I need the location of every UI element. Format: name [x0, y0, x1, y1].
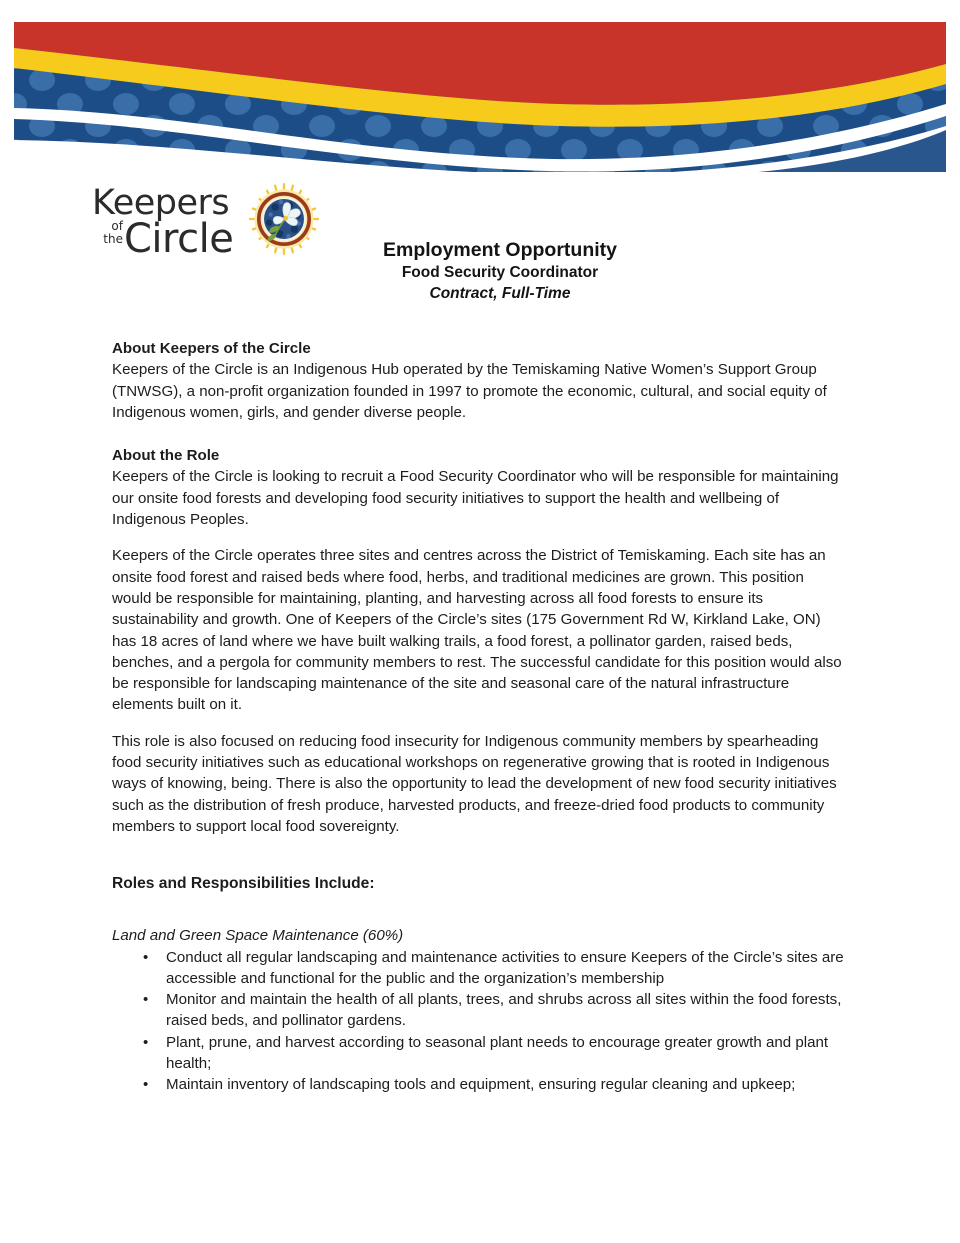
section-heading-about-org: About Keepers of the Circle — [112, 340, 311, 357]
paragraph-food-security: This role is also focused on reducing food insecurity for Indigenous community members by spearheading food security initiatives such as educational workshops on regenerative growing that is rooted in Indigenous ways of knowing, being. There is also the opportunity to lead the development of new food security initiatives such as the distribution of fresh produce, harvested products, and freeze-dried food products to community members to support local food sovereignty. — [112, 732, 837, 835]
page-title: Employment Opportunity — [383, 239, 617, 261]
list-item — [112, 1074, 846, 1095]
list-item-text: Maintain inventory of landscaping tools and equipment, ensuring regular cleaning and upkeep; — [166, 1076, 796, 1094]
banner-graphic — [0, 0, 960, 180]
logo-wordmark-keepers: Keepers — [92, 183, 230, 223]
paragraph-role-intro: Keepers of the Circle is looking to recruit a Food Security Coordinator who will be responsible for maintaining our onsite food forests and developing food security initiatives to support the health and wellbeing of Indigenous Peoples. — [112, 468, 839, 529]
bullet-icon: • — [143, 1076, 149, 1094]
paragraph-sites-detail: Keepers of the Circle operates three sites and centres across the District of Temiskaming. Each site has an onsite food forest and raised beds where food, herbs, and traditional medicines are grown. This position would be responsible for maintaining, planting, and harvesting across all food forests to ensure its sustainability and growth. One of Keepers of the Circle’s sites (175 Government Rd W, Kirkland Lake, ON) has 18 acres of land where we have built walking trails, a food forest, a pollinator garden, raised beds, benches, and a pergola for community members to rest. The successful candidate for this position would also be responsible for landscaping maintenance of the site and seasonal care of the natural infrastructure elements built on it. — [112, 547, 842, 714]
section-heading-responsibilities: Roles and Responsibilities Include: — [112, 875, 375, 893]
list-item — [112, 947, 846, 990]
paragraph-about-org: Keepers of the Circle is an Indigenous Hub operated by the Temiskaming Native Women’s Support Group (TNWSG), a non-profit organization founded in 1997 to promote the economic, cultural, and social equity of Indigenous women, girls, and gender diverse people. — [112, 361, 827, 421]
list-item — [112, 989, 846, 1032]
bullet-icon: • — [143, 948, 149, 966]
list-item-text: Conduct all regular landscaping and maintenance activities to ensure Keepers of the Circle’s sites are accessible and functional for the public and the organization’s membership — [166, 948, 844, 987]
bullet-icon: • — [143, 1033, 149, 1051]
document-title-block — [240, 238, 760, 304]
employment-terms: Contract, Full-Time — [429, 285, 571, 302]
decorative-header-banner — [0, 0, 960, 180]
bullet-icon: • — [143, 991, 149, 1009]
list-item-text: Monitor and maintain the health of all plants, trees, and shrubs across all sites within the food forests, raised beds, and pollinator gardens. — [166, 991, 842, 1030]
logo-wordmark-circle: Circle — [124, 216, 234, 262]
job-position-title: Food Security Coordinator — [401, 264, 599, 281]
document-body — [112, 338, 846, 1096]
section-heading-about-role: About the Role — [112, 447, 220, 465]
logo-wordmark-of-the — [95, 220, 123, 245]
logo-word-of: of — [111, 219, 123, 233]
responsibilities-list — [112, 947, 846, 1096]
list-item — [112, 1032, 846, 1075]
list-item-text: Plant, prune, and harvest according to seasonal plant needs to encourage greater growth and plant health; — [166, 1033, 829, 1073]
responsibility-category-heading: Land and Green Space Maintenance (60%) — [112, 927, 404, 945]
logo-word-the: the — [103, 231, 123, 246]
